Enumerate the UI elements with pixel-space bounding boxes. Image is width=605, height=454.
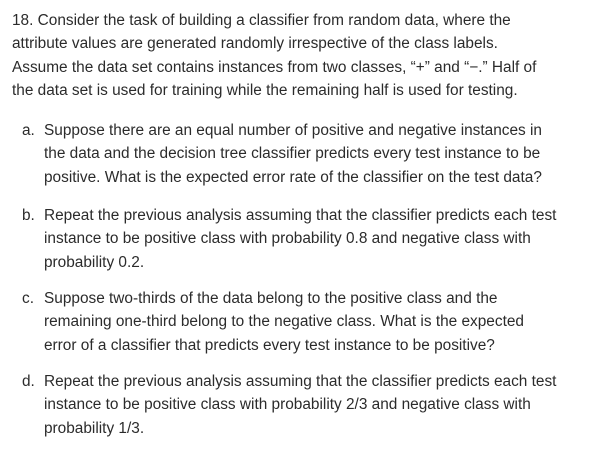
sub-question-a [22, 119, 597, 189]
sub-question-letter: b. [22, 207, 35, 224]
sub-question-d [22, 370, 597, 440]
sub-question-line: Suppose there are an equal number of positive and negative instances in [44, 122, 542, 139]
statement-line: attribute values are generated randomly irrespective of the class labels. [12, 35, 498, 53]
statement-line: the data set is used for training while the remaining half is used for testing. [12, 81, 518, 99]
sub-question-letter: a. [22, 122, 35, 139]
problem-18 [12, 9, 597, 437]
sub-question-text [44, 119, 597, 189]
sub-question-c [22, 287, 597, 357]
sub-question-line: probability 0.2. [44, 253, 145, 271]
sub-question-line: positive. What is the expected error rate of the classifier on the test data? [44, 168, 542, 186]
sub-question-letter: d. [22, 373, 35, 390]
sub-question-line: instance to be positive class with probability 2/3 and negative class with [44, 396, 531, 414]
sub-question-line: the data and the decision tree classifier predicts every test instance to be [44, 145, 541, 163]
statement-line: 18. Consider the task of building a classifier from random data, where the [12, 12, 511, 29]
sub-question-line: probability 1/3. [44, 419, 145, 437]
sub-question-line: error of a classifier that predicts every test instance to be positive? [44, 336, 495, 354]
sub-question-line: remaining one-third belong to the negative class. What is the expected [44, 313, 524, 331]
sub-question-line: instance to be positive class with probability 0.8 and negative class with [44, 230, 531, 248]
sub-question-line: Repeat the previous analysis assuming that the classifier predicts each test [44, 373, 557, 390]
sub-question-letter: c. [22, 290, 34, 307]
sub-question-line: Repeat the previous analysis assuming that the classifier predicts each test [44, 207, 557, 224]
sub-question-text [44, 287, 597, 357]
problem-statement [12, 9, 597, 102]
sub-question-line: Suppose two-thirds of the data belong to the positive class and the [44, 290, 498, 307]
statement-line: Assume the data set contains instances from two classes, “+” and “−.” Half of [12, 58, 537, 76]
sub-question-text [44, 370, 597, 440]
sub-question-text [44, 204, 597, 274]
sub-question-b [22, 204, 597, 274]
